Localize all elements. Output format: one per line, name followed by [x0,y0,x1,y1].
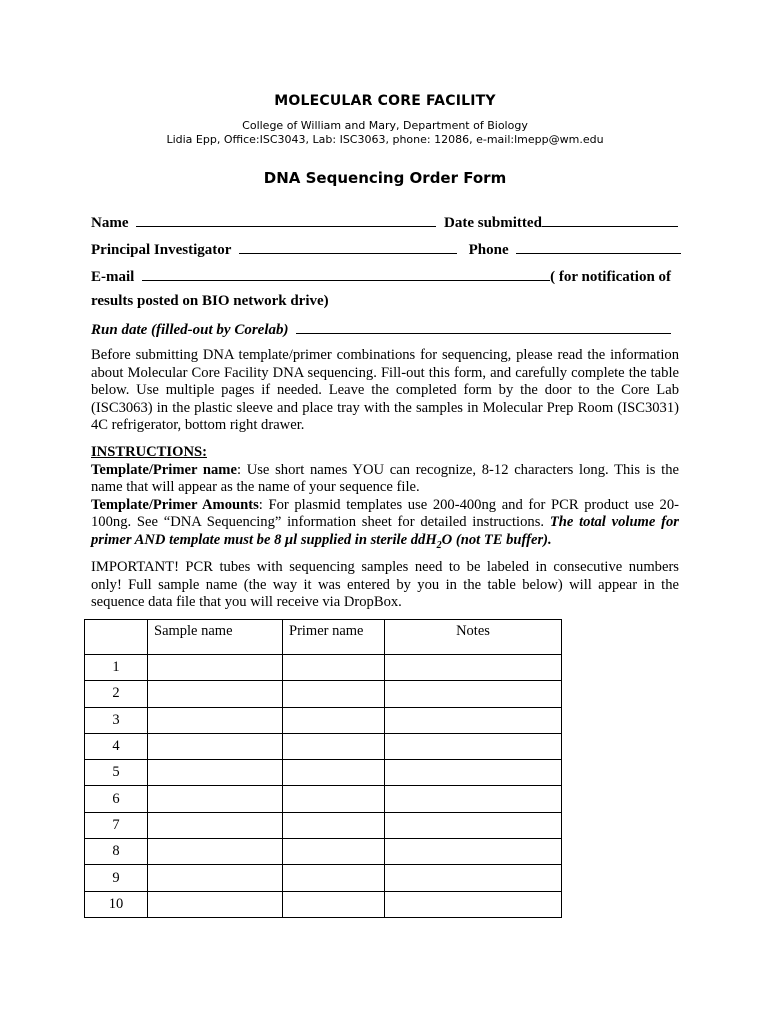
instructions-section [91,444,679,554]
contact-line: Lidia Epp, Office:ISC3043, Lab: ISC3063, phone: 12086, e-mail:lmepp@wm.edu [166,133,604,146]
row-number: 6 [85,786,148,812]
sample-name-cell[interactable] [148,891,283,917]
template-name-label: Template/Primer name [91,461,237,478]
header-notes: Notes [385,620,562,655]
row-number: 1 [85,655,148,681]
email-note-cont: results posted on BIO network drive) [91,293,329,309]
header-primer-name: Primer name [283,620,385,655]
table-row [85,733,562,759]
table-row [85,891,562,917]
notes-cell[interactable] [385,812,562,838]
table-row [85,839,562,865]
primer-name-cell[interactable] [283,891,385,917]
table-header-row [85,620,562,655]
row-number: 7 [85,812,148,838]
row-number: 9 [85,865,148,891]
name-date-row [91,213,678,232]
row-number: 5 [85,760,148,786]
row-number: 3 [85,707,148,733]
sample-table [84,619,562,918]
row-number: 4 [85,733,148,759]
amounts-text: : For plasmid templates use 200-400ng and for PCR product use 20-100ng. See “DNA Sequencing” information sheet for detailed instructions. [91,496,679,531]
amounts-instruction [91,497,679,555]
header-number [85,620,148,655]
table-row [85,707,562,733]
name-label: Name [91,215,129,231]
sample-name-cell[interactable] [148,760,283,786]
department-line: College of William and Mary, Department of Biology [242,119,528,132]
date-submitted-field[interactable] [542,213,678,227]
primer-name-cell[interactable] [283,733,385,759]
primer-name-cell[interactable] [283,681,385,707]
notes-cell[interactable] [385,681,562,707]
email-note: ( for notification of [550,269,672,285]
primer-name-cell[interactable] [283,786,385,812]
amounts-emphasis-a: The total volume for primer AND template must be 8 μl supplied in sterile ddH [91,514,679,548]
notes-cell[interactable] [385,839,562,865]
instructions-heading: INSTRUCTIONS: [91,444,207,460]
table-row [85,812,562,838]
row-number: 8 [85,839,148,865]
run-date-field [296,320,671,334]
amounts-label: Template/Primer Amounts [91,496,259,513]
pi-phone-row [91,240,681,259]
date-submitted-label: Date submitted [444,215,542,231]
email-label: E-mail [91,269,135,285]
primer-name-cell[interactable] [283,760,385,786]
notes-cell[interactable] [385,865,562,891]
sample-name-cell[interactable] [148,839,283,865]
form-title: DNA Sequencing Order Form [263,169,507,187]
sample-name-cell[interactable] [148,733,283,759]
run-date-row [91,320,671,339]
pi-label: Principal Investigator [91,242,232,258]
sample-name-cell[interactable] [148,681,283,707]
phone-field[interactable] [516,240,681,254]
facility-title: MOLECULAR CORE FACILITY [274,93,496,109]
notes-cell[interactable] [385,655,562,681]
primer-name-cell[interactable] [283,812,385,838]
phone-label: Phone [468,242,509,258]
run-date-label: Run date (filled-out by Corelab) [91,322,289,338]
table-row [85,655,562,681]
notes-cell[interactable] [385,707,562,733]
primer-name-cell[interactable] [283,839,385,865]
pi-field[interactable] [239,240,457,254]
primer-name-cell[interactable] [283,655,385,681]
email-row [91,267,671,286]
notes-cell[interactable] [385,733,562,759]
amounts-emphasis-sub: 2 [436,539,442,551]
notes-cell[interactable] [385,891,562,917]
sample-name-cell[interactable] [148,812,283,838]
sample-name-cell[interactable] [148,655,283,681]
intro-paragraph: Before submitting DNA template/primer combinations for sequencing, please read the information about Molecular Core Facility DNA sequencing. Fill-out this form, and carefully complete the table below. Use multiple pages if needed. Leave the completed form by the door to the Core Lab (ISC3063) in the plastic sleeve and place tray with the samples in Molecular Prep Room (ISC3031) 4C refrigerator, bottom right drawer. [91,347,679,434]
sample-name-cell[interactable] [148,865,283,891]
notes-cell[interactable] [385,760,562,786]
row-number: 2 [85,681,148,707]
table-row [85,786,562,812]
template-name-text: : Use short names YOU can recognize, 8-12 characters long. This is the name that will appear as the name of your sequence file. [91,461,679,496]
template-name-instruction [91,462,679,497]
sample-name-cell[interactable] [148,707,283,733]
notes-cell[interactable] [385,786,562,812]
sample-name-cell[interactable] [148,786,283,812]
important-paragraph: IMPORTANT! PCR tubes with sequencing samples need to be labeled in consecutive numbers only! Full sample name (the way it was entered by you in the table below) will appear in the sequence data file that you will receive via DropBox. [91,559,679,611]
table-row [85,681,562,707]
row-number: 10 [85,891,148,917]
primer-name-cell[interactable] [283,865,385,891]
table-row [85,760,562,786]
name-field[interactable] [136,213,436,227]
primer-name-cell[interactable] [283,707,385,733]
table-row [85,865,562,891]
amounts-emphasis-b: O (not TE buffer). [441,531,552,548]
email-field[interactable] [142,267,550,281]
header-sample-name: Sample name [148,620,283,655]
